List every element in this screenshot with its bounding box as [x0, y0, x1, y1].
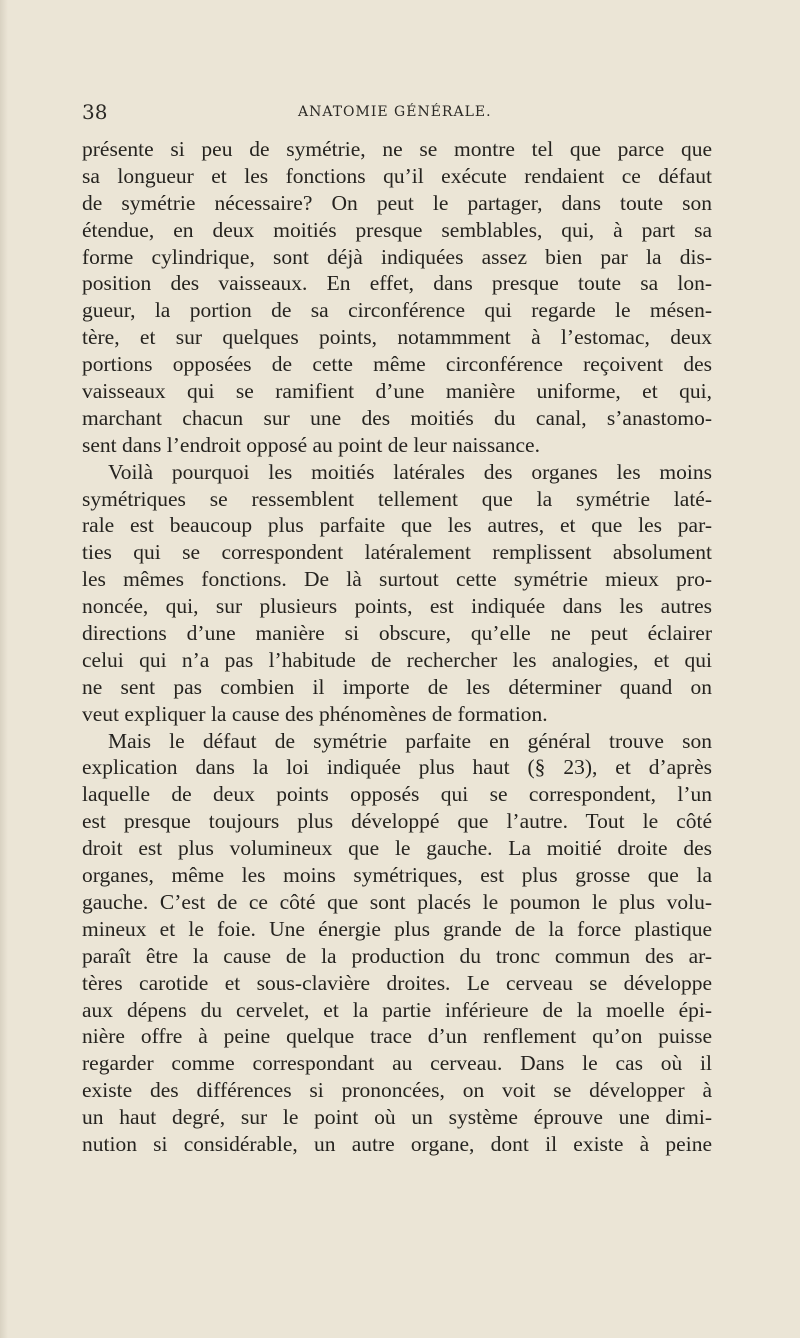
text-line: tère, et sur quelques points, notammment à l’estomac, deux — [82, 325, 712, 350]
text-line: aux dépens du cervelet, et la partie inférieure de la moelle épi- — [82, 997, 712, 1022]
text-line: laquelle de deux points opposés qui se correspondent, l’un — [82, 782, 712, 807]
text-line: organes, même les moins symétriques, est plus grosse que la — [82, 863, 712, 888]
text-line: portions opposées de cette même circonférence reçoivent des — [82, 352, 712, 377]
text-line: celui qui n’a pas l’habitude de rechercher les analogies, et qui — [82, 647, 712, 672]
text-line: ties qui se correspondent latéralement remplissent absolument — [82, 540, 712, 565]
text-line: forme cylindrique, sont déjà indiquées assez bien par la dis- — [82, 244, 712, 269]
text-line: est presque toujours plus développé que l’autre. Tout le côté — [82, 809, 712, 834]
text-line: symétriques se ressemblent tellement que la symétrie laté- — [82, 486, 712, 511]
text-line: paraît être la cause de la production du tronc commun des ar- — [82, 943, 712, 968]
text-line: sent dans l’endroit opposé au point de leur naissance. — [82, 432, 540, 457]
text-line: nière offre à peine quelque trace d’un renflement qu’on puisse — [82, 1024, 712, 1049]
page-number: 38 — [82, 100, 108, 124]
text-line: existe des différences si prononcées, on voit se développer à — [82, 1078, 712, 1103]
text-line: un haut degré, sur le point où un système éprouve une dimi- — [82, 1105, 712, 1130]
text-line: mineux et le foie. Une énergie plus grande de la force plastique — [82, 916, 712, 941]
text-line: directions d’une manière si obscure, qu’elle ne peut éclairer — [82, 621, 712, 646]
text-line: tères carotide et sous-clavière droites. Le cerveau se développe — [82, 970, 712, 995]
paragraph-start-line: Voilà pourquoi les moitiés latérales des organes les moins — [108, 459, 712, 484]
text-line: sa longueur et les fonctions qu’il exécute rendaient ce défaut — [82, 163, 712, 188]
running-title: ANATOMIE GÉNÉRALE. — [298, 104, 492, 120]
text-line: étendue, en deux moitiés presque semblables, qui, à part sa — [82, 217, 712, 242]
text-line: rale est beaucoup plus parfaite que les autres, et que les par- — [82, 513, 712, 538]
text-line: position des vaisseaux. En effet, dans presque toute sa lon- — [82, 271, 712, 296]
text-line: droit est plus volumineux que le gauche. La moitié droite des — [82, 836, 712, 861]
text-line: explication dans la loi indiquée plus haut (§ 23), et d’après — [82, 755, 712, 780]
page-edge-shadow — [0, 0, 8, 1338]
text-line: veut expliquer la cause des phénomènes de formation. — [82, 701, 548, 726]
text-line: ne sent pas combien il importe de les déterminer quand on — [82, 674, 712, 699]
text-line: les mêmes fonctions. De là surtout cette symétrie mieux pro- — [82, 567, 712, 592]
text-line: de symétrie nécessaire? On peut le partager, dans toute son — [82, 190, 712, 215]
page-header — [82, 100, 712, 124]
text-line: nution si considérable, un autre organe, dont il existe à peine — [82, 1131, 712, 1156]
paragraph-start-line: Mais le défaut de symétrie parfaite en général trouve son — [108, 728, 712, 753]
text-line: gueur, la portion de sa circonférence qui regarde le mésen- — [82, 298, 712, 323]
text-line: regarder comme correspondant au cerveau. Dans le cas où il — [82, 1051, 712, 1076]
body-text — [82, 136, 712, 1158]
text-line: présente si peu de symétrie, ne se montre tel que parce que — [82, 137, 712, 161]
text-line: marchant chacun sur une des moitiés du canal, s’anastomo- — [82, 405, 712, 430]
text-line: noncée, qui, sur plusieurs points, est indiquée dans les autres — [82, 594, 712, 619]
text-line: gauche. C’est de ce côté que sont placés le poumon le plus volu- — [82, 889, 712, 914]
text-line: vaisseaux qui se ramifient d’une manière uniforme, et qui, — [82, 379, 712, 404]
